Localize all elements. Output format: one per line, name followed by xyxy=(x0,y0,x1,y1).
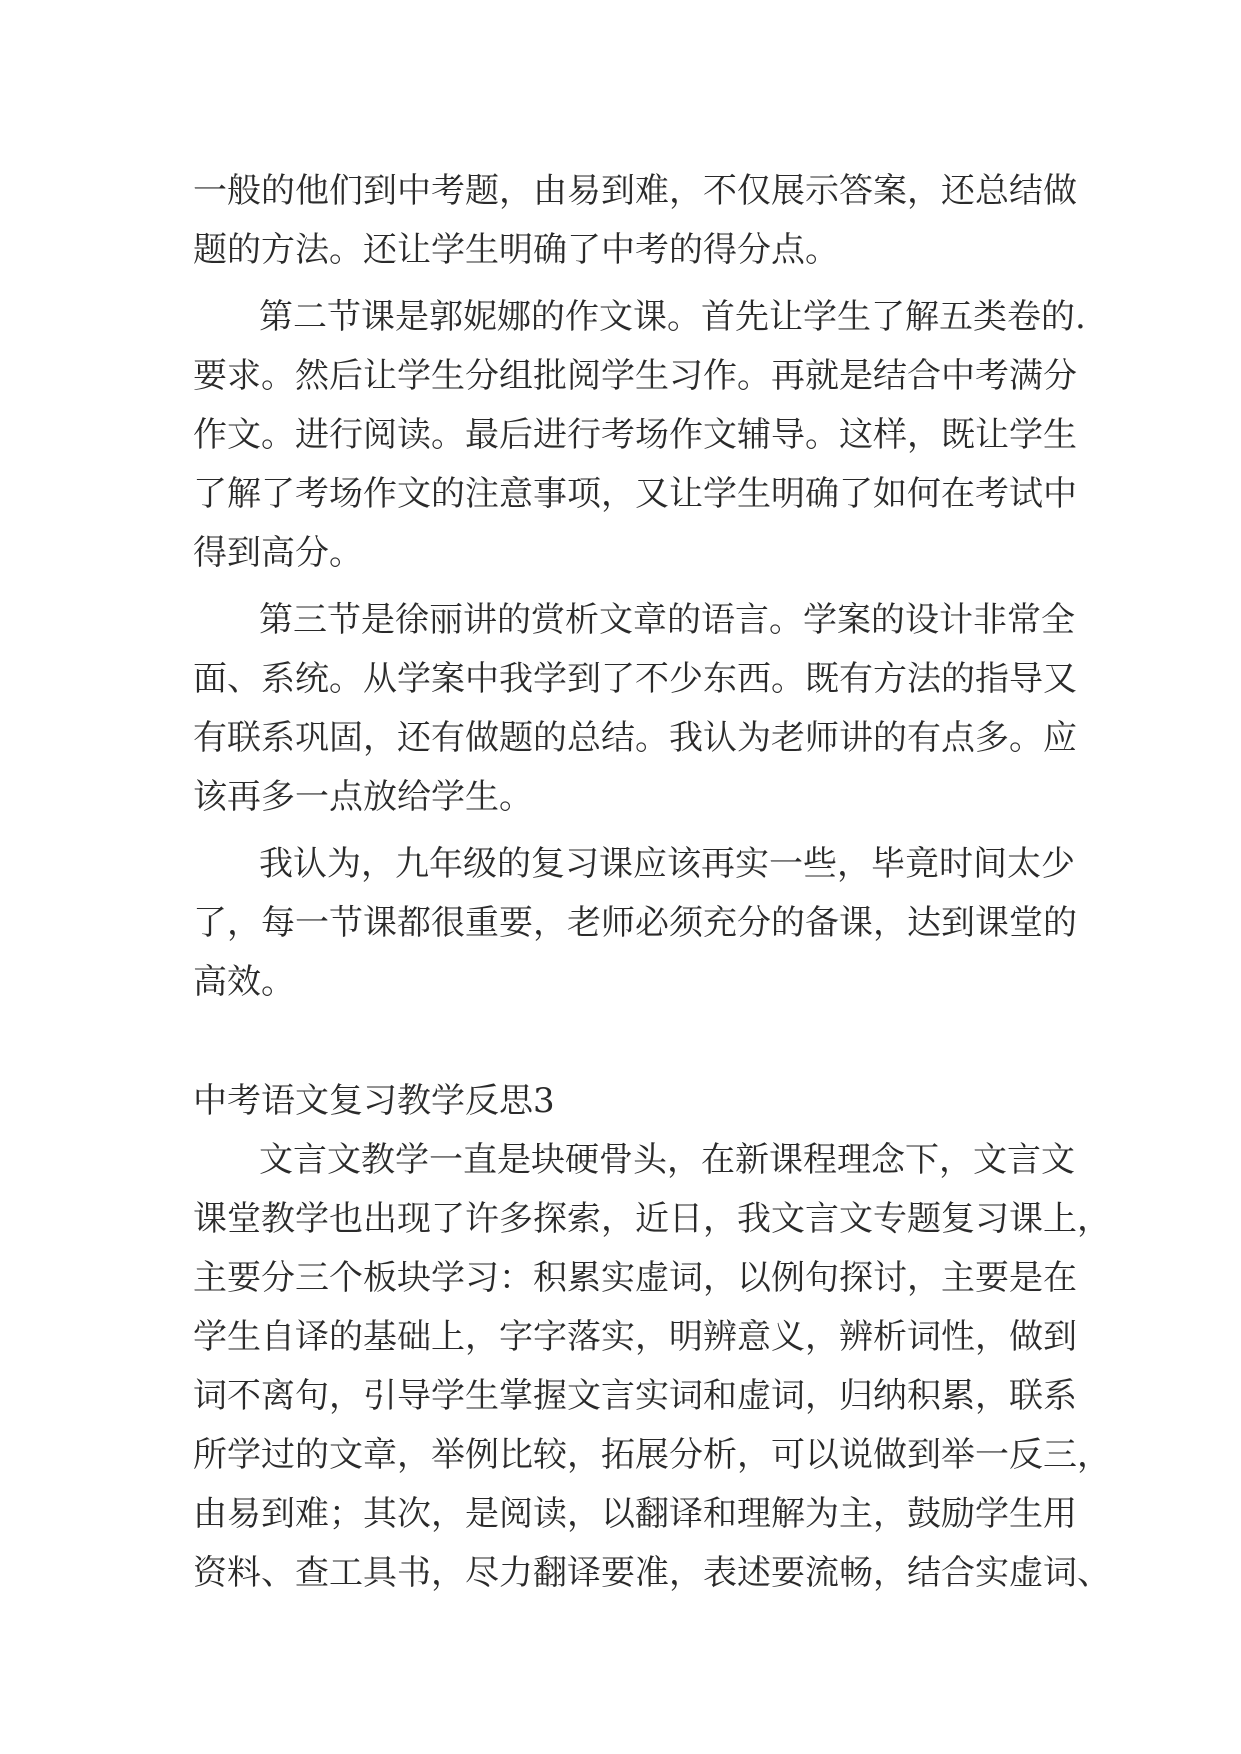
paragraph-line: 第二节课是郭妮娜的作文课。首先让学生了解五类卷的. xyxy=(259,297,1086,337)
paragraph-line: 作文。进行阅读。最后进行考场作文辅导。这样，既让学生 xyxy=(193,415,1077,455)
paragraph-line: 资料、查工具书，尽力翻译要准，表述要流畅，结合实虚词、 xyxy=(193,1553,1111,1593)
paragraph-line: 词不离句，引导学生掌握文言实词和虚词，归纳积累，联系 xyxy=(193,1376,1077,1416)
paragraph-line: 了，每一节课都很重要，老师必须充分的备课，达到课堂的 xyxy=(193,903,1077,943)
paragraph-line: 一般的他们到中考题，由易到难，不仅展示答案，还总结做 xyxy=(193,171,1077,211)
paragraph-line: 主要分三个板块学习：积累实虚词，以例句探讨，主要是在 xyxy=(193,1258,1077,1298)
paragraph-line: 了解了考场作文的注意事项，又让学生明确了如何在考试中 xyxy=(193,474,1077,514)
paragraph-5 xyxy=(193,1131,1111,1603)
paragraph-line: 要求。然后让学生分组批阅学生习作。再就是结合中考满分 xyxy=(193,356,1077,396)
paragraph-line: 文言文教学一直是块硬骨头，在新课程理念下，文言文 xyxy=(259,1140,1075,1180)
paragraph-3 xyxy=(193,591,1077,827)
paragraph-line: 得到高分。 xyxy=(193,533,363,573)
paragraph-line: 题的方法。还让学生明确了中考的得分点。 xyxy=(193,230,839,270)
paragraph-2 xyxy=(193,288,1086,583)
paragraph-line: 课堂教学也出现了许多探索，近日，我文言文专题复习课上， xyxy=(193,1199,1111,1239)
paragraph-1 xyxy=(193,162,1077,280)
paragraph-line: 高效。 xyxy=(193,962,295,1002)
section-heading: 中考语文复习教学反思3 xyxy=(193,1081,555,1121)
paragraph-line: 有联系巩固，还有做题的总结。我认为老师讲的有点多。应 xyxy=(193,718,1077,758)
paragraph-line: 第三节是徐丽讲的赏析文章的语言。学案的设计非常全 xyxy=(259,600,1075,640)
paragraph-line: 由易到难；其次，是阅读，以翻译和理解为主，鼓励学生用 xyxy=(193,1494,1077,1534)
paragraph-line: 所学过的文章，举例比较，拓展分析，可以说做到举一反三， xyxy=(193,1435,1111,1475)
paragraph-line: 我认为，九年级的复习课应该再实一些，毕竟时间太少 xyxy=(259,844,1075,884)
document-page xyxy=(193,162,1111,1603)
paragraph-line: 面、系统。从学案中我学到了不少东西。既有方法的指导又 xyxy=(193,659,1077,699)
paragraph-line: 学生自译的基础上，字字落实，明辨意义，辨析词性，做到 xyxy=(193,1317,1077,1357)
paragraph-line: 该再多一点放给学生。 xyxy=(193,777,533,817)
paragraph-4 xyxy=(193,835,1077,1012)
